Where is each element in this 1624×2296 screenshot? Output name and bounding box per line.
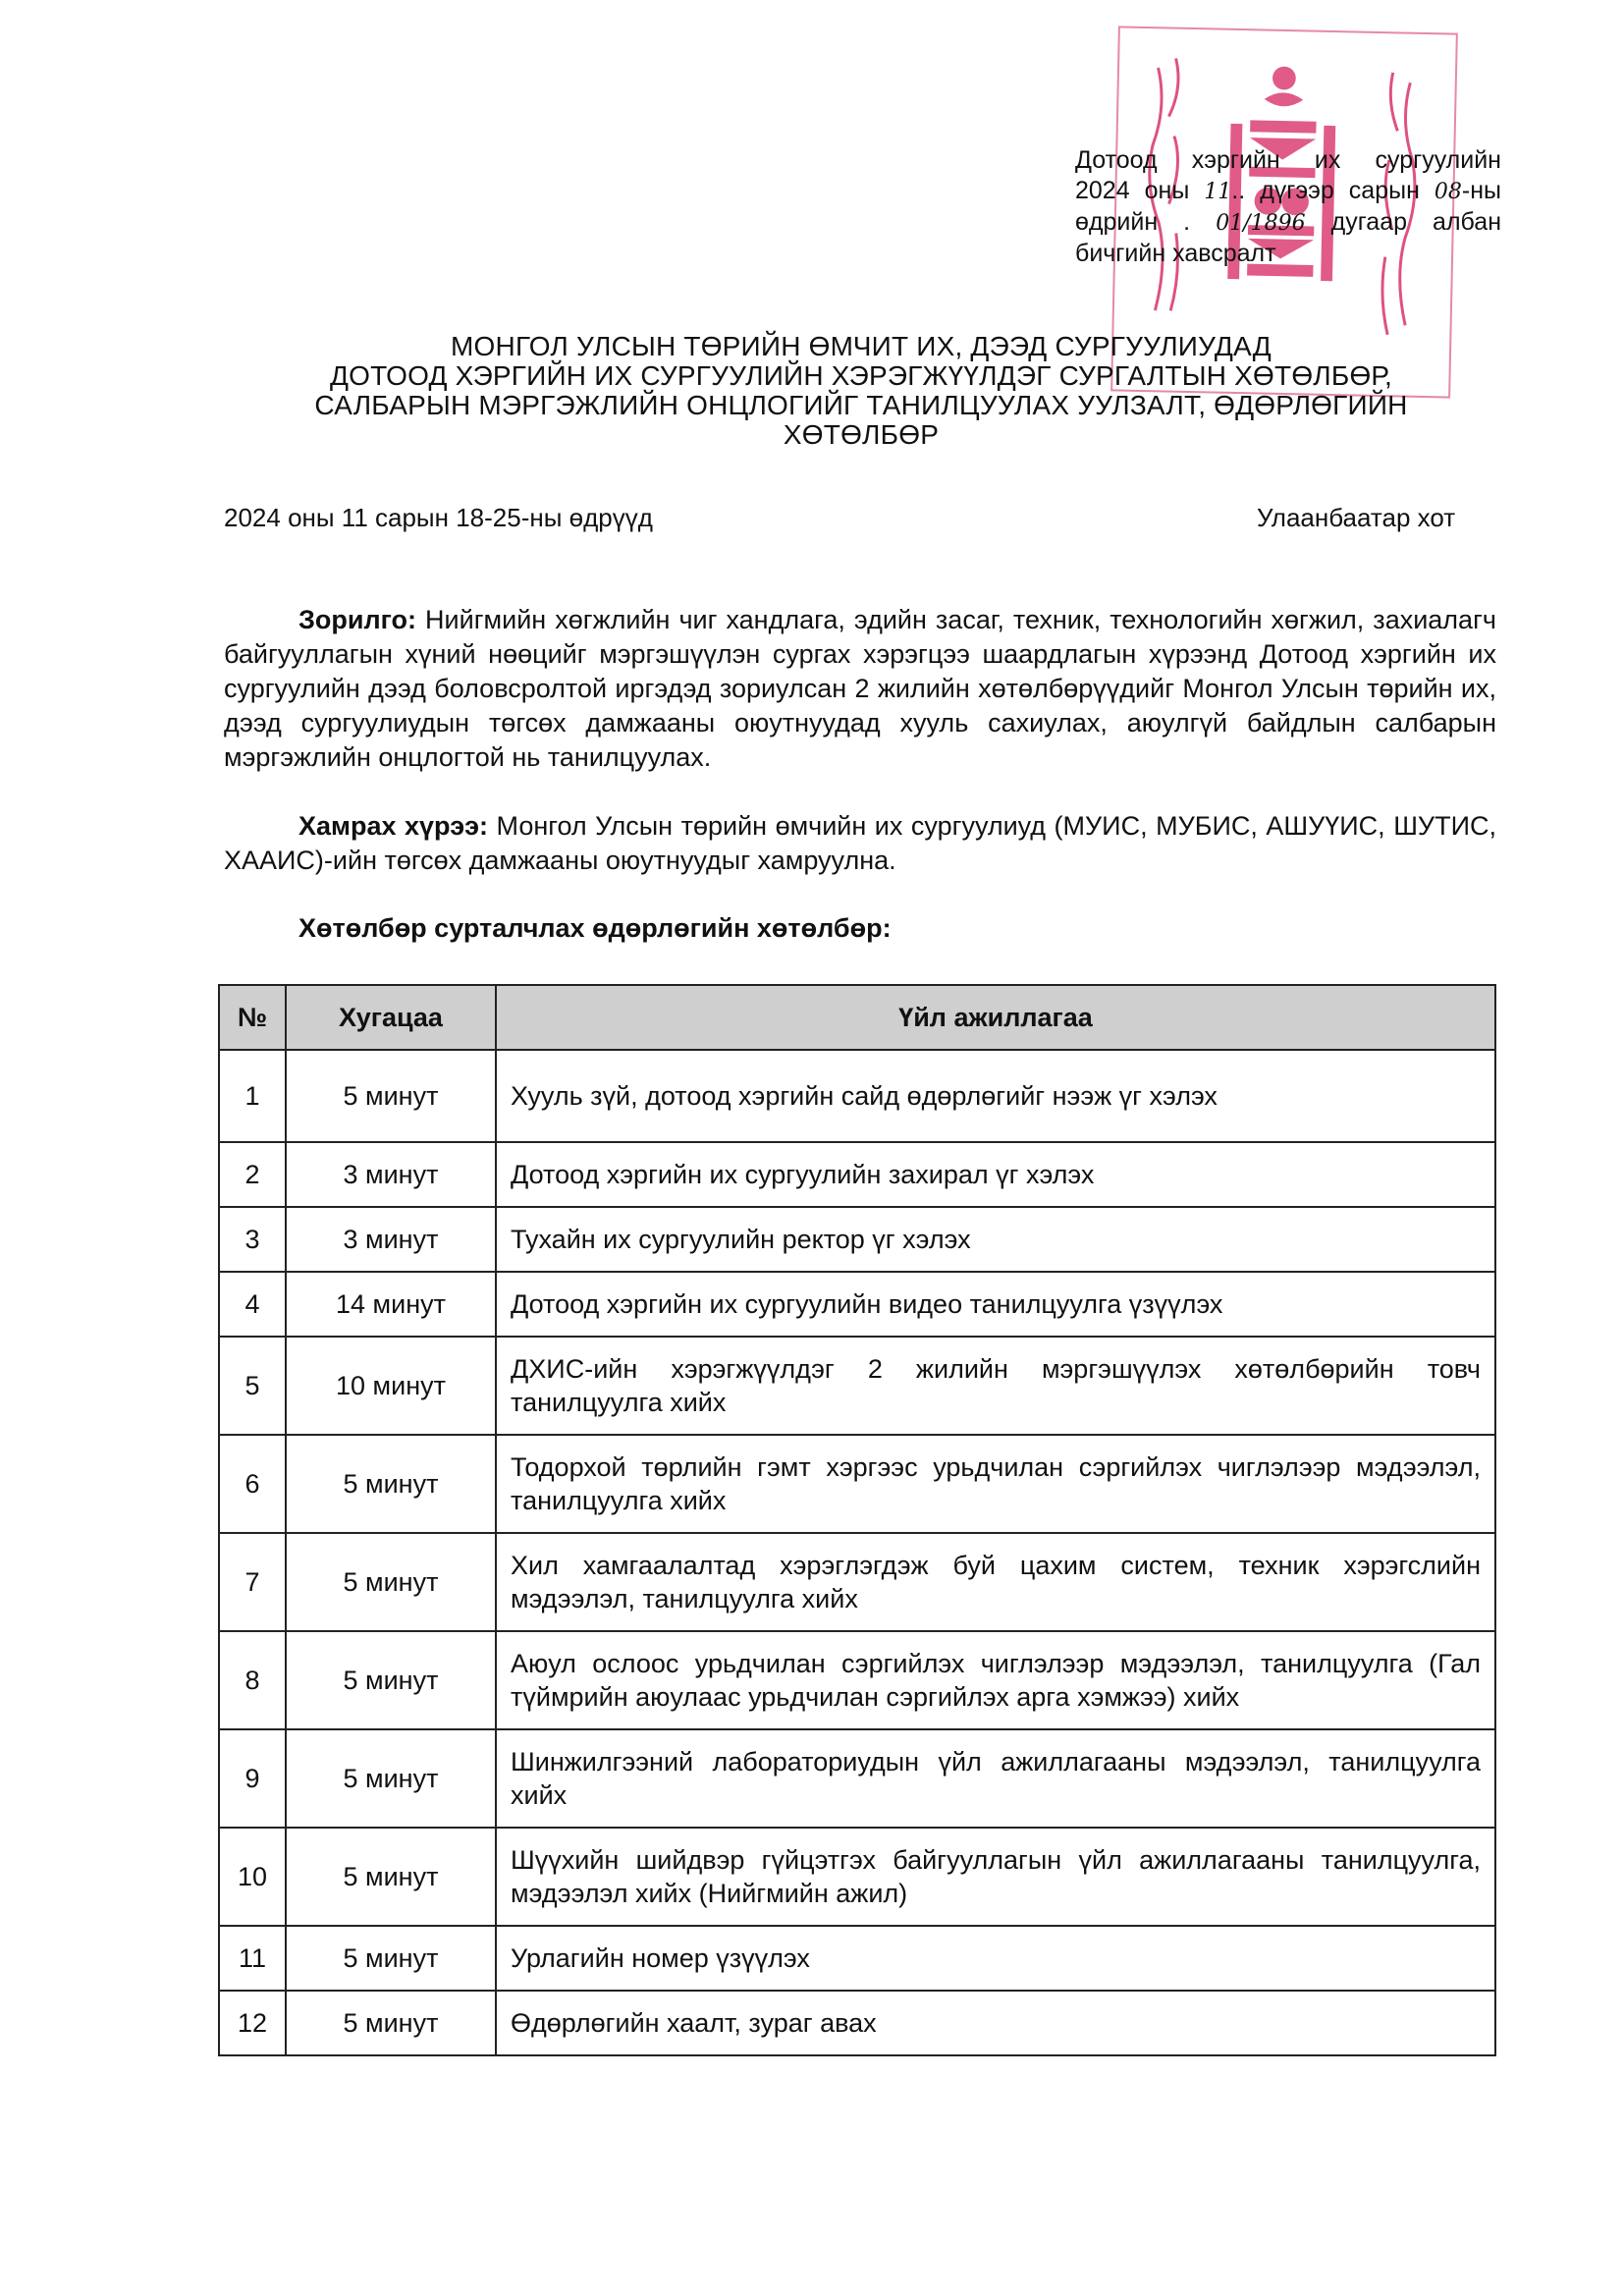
title-line-1: МОНГОЛ УЛСЫН ТӨРИЙН ӨМЧИТ ИХ, ДЭЭД СУРГУУЛИУДАД (451, 331, 1272, 361)
goal-label: Зорилго: (298, 605, 417, 634)
row-duration: 5 минут (286, 1729, 496, 1828)
handwritten-day: 08 (1434, 180, 1462, 204)
header-activity: Үйл ажиллагаа (496, 985, 1495, 1050)
row-activity: Хууль зүй, дотоод хэргийн сайд өдөрлөгийг нээж үг хэлэх (496, 1050, 1495, 1142)
header-number: № (219, 985, 286, 1050)
row-activity: ДХИС-ийн хэрэгжүүлдэг 2 жилийн мэргэшүүлэх хөтөлбөрийн товч танилцуулга хийх (496, 1337, 1495, 1435)
row-number: 5 (219, 1337, 286, 1435)
scope-paragraph (224, 809, 1496, 878)
row-number: 11 (219, 1926, 286, 1991)
attachment-line-1: Дотоод хэргийн их сургуулийн (1075, 146, 1501, 174)
title-line-4: ХӨТӨЛБӨР (783, 419, 940, 450)
table-row (219, 1828, 1495, 1926)
table-row (219, 1631, 1495, 1729)
table-row (219, 1207, 1495, 1272)
handwritten-month: 11 (1204, 180, 1232, 204)
table-row (219, 1337, 1495, 1435)
attachment-note (1075, 145, 1501, 269)
event-place: Улаанбаатар хот (1257, 503, 1456, 532)
row-activity: Урлагийн номер үзүүлэх (496, 1926, 1495, 1991)
goal-text: Нийгмийн хөгжлийн чиг хандлага, эдийн засаг, техник, технологийн хөгжил, захиалагч байгууллагын хүний нөөцийг мэргэшүүлэн сургах хэрэгцээ шаардлагын хүрээнд Дотоод хэргийн их сургуулийн дээд боловсролтой иргэдэд зориулсан 2 жилийн хөтөлбөрүүдийг Монгол Улсын төрийн их, дээд сургуулиудын төгсөх дамжааны оюутнуудад хууль сахиулах, аюулгүй байдлын салбарын мэргэжлийн онцлогтой нь танилцуулах. (224, 605, 1496, 772)
table-row (219, 1991, 1495, 2055)
row-activity: Шүүхийн шийдвэр гүйцэтгэх байгууллагын үйл ажиллагааны танилцуулга, мэдээлэл хийх (Нийгмийн ажил) (496, 1828, 1495, 1926)
event-date: 2024 оны 11 сарын 18-25-ны өдрүүд (224, 503, 653, 532)
row-number: 3 (219, 1207, 286, 1272)
table-row (219, 1729, 1495, 1828)
table-row (219, 1926, 1495, 1991)
row-duration: 5 минут (286, 1435, 496, 1533)
row-activity: Тухайн их сургуулийн ректор үг хэлэх (496, 1207, 1495, 1272)
table-row (219, 1435, 1495, 1533)
row-number: 9 (219, 1729, 286, 1828)
row-activity: Шинжилгээний лабораториудын үйл ажиллагааны мэдээлэл, танилцуулга хийх (496, 1729, 1495, 1828)
row-activity: Дотоод хэргийн их сургуулийн захирал үг хэлэх (496, 1142, 1495, 1207)
schedule-heading: Хөтөлбөр сурталчлах өдөрлөгийн хөтөлбөр: (298, 913, 892, 943)
row-duration: 5 минут (286, 1533, 496, 1631)
row-activity: Өдөрлөгийн хаалт, зураг авах (496, 1991, 1495, 2055)
row-number: 1 (219, 1050, 286, 1142)
row-activity: Хил хамгаалалтад хэрэглэгдэж буй цахим систем, техник хэрэгслийн мэдээлэл, танилцуулга хийх (496, 1533, 1495, 1631)
schedule-table-body (219, 1050, 1495, 2055)
row-duration: 3 минут (286, 1142, 496, 1207)
table-row (219, 1272, 1495, 1337)
schedule-table (218, 984, 1496, 2056)
row-activity: Дотоод хэргийн их сургуулийн видео танилцуулга үзүүлэх (496, 1272, 1495, 1337)
row-duration: 5 минут (286, 1050, 496, 1142)
table-row (219, 1142, 1495, 1207)
row-number: 4 (219, 1272, 286, 1337)
row-number: 2 (219, 1142, 286, 1207)
row-number: 8 (219, 1631, 286, 1729)
table-row (219, 1050, 1495, 1142)
row-duration: 5 минут (286, 1828, 496, 1926)
attachment-line-3: өдрийн . 01/1896 дугаар албан (1075, 208, 1501, 236)
table-row (219, 1533, 1495, 1631)
row-number: 7 (219, 1533, 286, 1631)
table-header-row (219, 985, 1495, 1050)
scope-label: Хамрах хүрээ: (298, 811, 489, 841)
attachment-line-2: 2024 оны 11.. дүгээр сарын 08-ны (1075, 177, 1501, 204)
scope-text: Монгол Улсын төрийн өмчийн их сургуулиуд (МУИС, МУБИС, АШУҮИС, ШУТИС, ХААИС)-ийн төгсөх дамжааны оюутнуудыг хамруулна. (224, 811, 1496, 875)
page-title (245, 332, 1477, 450)
row-duration: 5 минут (286, 1991, 496, 2055)
row-duration: 3 минут (286, 1207, 496, 1272)
row-number: 10 (219, 1828, 286, 1926)
row-number: 12 (219, 1991, 286, 2055)
row-duration: 14 минут (286, 1272, 496, 1337)
header-duration: Хугацаа (286, 985, 496, 1050)
title-line-2: ДОТООД ХЭРГИЙН ИХ СУРГУУЛИЙН ХЭРЭГЖҮҮЛДЭГ СУРГАЛТЫН ХӨТӨЛБӨР, (329, 360, 1392, 391)
row-duration: 5 минут (286, 1631, 496, 1729)
goal-paragraph (224, 603, 1496, 775)
row-number: 6 (219, 1435, 286, 1533)
row-activity: Аюул ослоос урьдчилан сэргийлэх чиглэлээр мэдээлэл, танилцуулга (Гал түймрийн аюулаас урьдчилан сэргийлэх арга хэмжээ) хийх (496, 1631, 1495, 1729)
attachment-line-4: бичгийн хавсралт (1075, 240, 1276, 267)
row-activity: Тодорхой төрлийн гэмт хэргээс урьдчилан сэргийлэх чиглэлээр мэдээлэл, танилцуулга хийх (496, 1435, 1495, 1533)
title-line-3: САЛБАРЫН МЭРГЭЖЛИЙН ОНЦЛОГИЙГ ТАНИЛЦУУЛАХ УУЛЗАЛТ, ӨДӨРЛӨГИЙН (314, 390, 1408, 420)
row-duration: 10 минут (286, 1337, 496, 1435)
row-duration: 5 минут (286, 1926, 496, 1991)
handwritten-letter-number: 01/1896 (1216, 211, 1306, 236)
